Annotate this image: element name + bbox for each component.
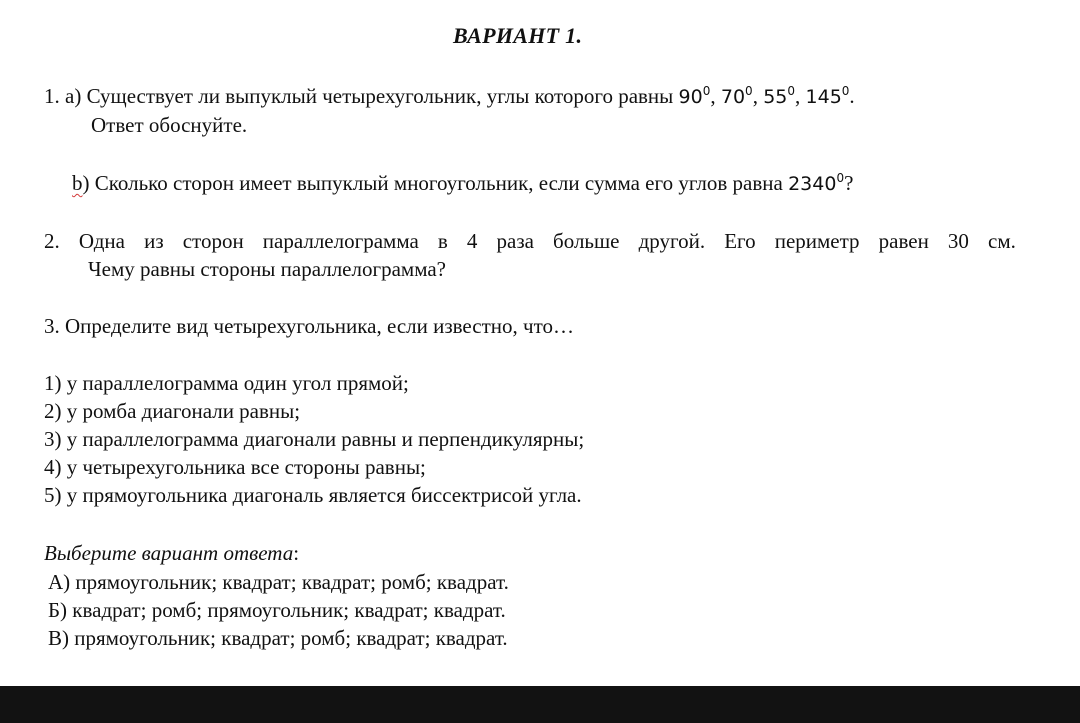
answer-option-a: А) прямоугольник; квадрат; квадрат; ромб; квадрат. (48, 570, 509, 594)
question-1a-continuation: Ответ обоснуйте. (91, 113, 248, 137)
question-2-word: 2. (44, 229, 60, 253)
angle-sum: 2340$^0$ (788, 171, 845, 195)
answer-option-c: В) прямоугольник; квадрат; ромб; квадрат; квадрат. (48, 626, 508, 650)
answer-option-b: Б) квадрат; ромб; прямоугольник; квадрат; квадрат. (48, 598, 506, 622)
question-2-word: 4 (466, 229, 478, 253)
question-2-word: другой. (638, 229, 706, 253)
q3-item-1: 1) у параллелограмма один угол прямой; (44, 371, 409, 395)
question-3-intro: 3. Определите вид четырехугольника, если известно, что… (44, 314, 574, 338)
q3-item-2: 2) у ромба диагонали равны; (44, 399, 301, 423)
answer-prompt: Выберите вариант ответа: (44, 541, 300, 565)
question-2-word: из (144, 229, 164, 253)
angle-2: $70^0$ (720, 84, 753, 108)
question-1a-text: 1. а) Существует ли выпуклый четырехугольник, углы которого равны (44, 84, 679, 108)
question-2 (44, 228, 1016, 254)
document-title: ВАРИАНТ 1. (453, 23, 583, 48)
question-1b-letter: b (72, 171, 83, 195)
question-2-word: больше (553, 229, 620, 253)
question-1b: b) Сколько сторон имеет выпуклый многоугольник, если сумма его углов равна 2340$^0$? (72, 171, 854, 195)
answer-prompt-text: Выберите вариант ответа (44, 541, 294, 565)
question-2-word: 30 (947, 229, 969, 253)
bottom-bar (0, 686, 1080, 723)
question-2-word: параллелограмма (262, 229, 419, 253)
question-1a: 1. а) Существует ли выпуклый четырехугольник, углы которого равны $90^0$, $70^0$, $55^0$, $145^0$. (44, 84, 855, 108)
question-2-word: равен (878, 229, 929, 253)
question-2-word: раза (496, 229, 534, 253)
question-2-word: сторон (182, 229, 244, 253)
q3-item-3: 3) у параллелограмма диагонали равны и перпендикулярны; (44, 427, 585, 451)
question-2-word: Одна (78, 229, 125, 253)
question-2-word: см. (988, 229, 1016, 253)
question-2-continuation: Чему равны стороны параллелограмма? (88, 257, 446, 281)
question-1b-text: ) Сколько сторон имеет выпуклый многоугольник, если сумма его углов равна (82, 171, 789, 195)
angle-4: $145^0$ (805, 84, 850, 108)
question-2-word: периметр (774, 229, 860, 253)
angle-3: $55^0$ (763, 84, 796, 108)
q3-item-4: 4) у четырехугольника все стороны равны; (44, 455, 426, 479)
question-2-word: Его (724, 229, 756, 253)
q3-item-5: 5) у прямоугольника диагональ является биссектрисой угла. (44, 483, 582, 507)
angle-1: $90^0$ (678, 84, 711, 108)
question-2-word: в (437, 229, 448, 253)
